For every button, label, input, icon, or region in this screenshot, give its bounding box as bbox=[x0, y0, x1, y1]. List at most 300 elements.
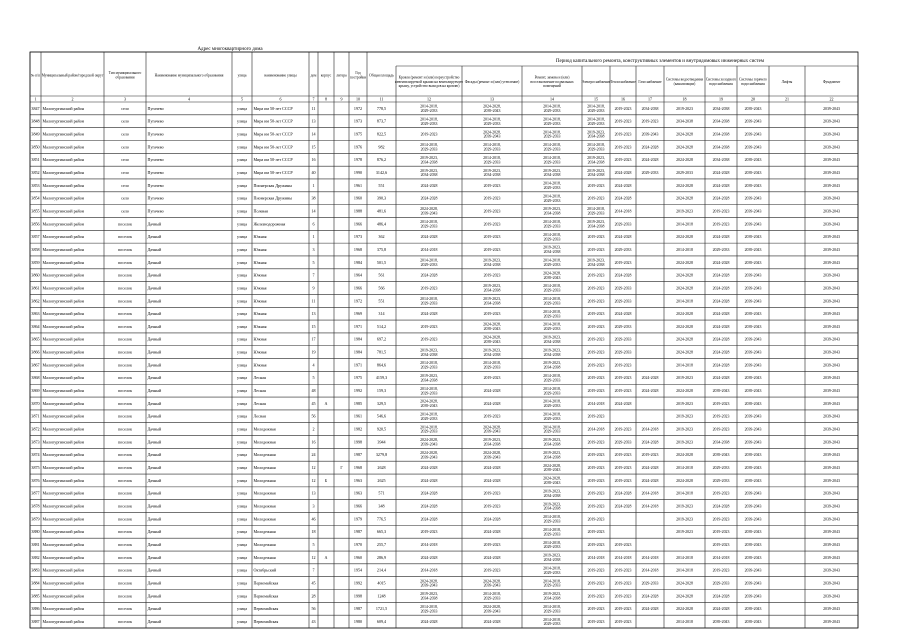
table-cell-line: 2014-2018, bbox=[543, 566, 561, 571]
table-cell: 2014-2018 bbox=[676, 222, 693, 227]
table-cell: 2019-2023 bbox=[587, 478, 605, 483]
table-cell: 2039-2043 bbox=[744, 517, 762, 522]
table-cell: 3878 bbox=[31, 503, 40, 509]
table-cell-line: 2014-2018, bbox=[543, 374, 561, 379]
table-cell-line: 2029-2033 bbox=[543, 622, 561, 627]
table-cell-line: 2014-2018, bbox=[420, 117, 438, 122]
table-cell: 40 bbox=[311, 169, 316, 175]
table-cell: 3884 bbox=[31, 580, 40, 586]
table-cell bbox=[543, 259, 561, 267]
table-cell: 2039-2043 bbox=[744, 453, 762, 458]
table-cell bbox=[543, 489, 561, 497]
table-cell: улица bbox=[236, 182, 248, 188]
table-cell: Дачный bbox=[147, 259, 162, 265]
table-cell-line: 2029-2033 bbox=[420, 416, 438, 421]
table-cell bbox=[543, 207, 561, 215]
table-cell: 2024-2028 bbox=[712, 376, 730, 381]
table-cell bbox=[483, 605, 501, 613]
table-cell: 2024-2028 bbox=[483, 466, 501, 471]
table-cell-line: 2014-2018, bbox=[420, 412, 438, 417]
table-cell: 3873 bbox=[31, 439, 40, 445]
table-cell: 2039-2043 bbox=[823, 530, 840, 535]
table-cell: 2019-2023 bbox=[483, 504, 501, 509]
table-cell-line: 2034-2038 bbox=[543, 442, 561, 447]
table-cell: улица bbox=[236, 503, 248, 509]
table-cell: 2019-2023 bbox=[587, 183, 605, 188]
table-cell bbox=[543, 220, 561, 228]
table-cell: 2039-2043 bbox=[823, 491, 840, 496]
table-cell: 2019-2023 bbox=[587, 286, 605, 291]
table-cell: 2024-2028 bbox=[676, 260, 693, 265]
table-cell-line: 2024-2028, bbox=[543, 476, 561, 481]
table-cell-line: 2014-2018, bbox=[420, 361, 438, 366]
table-cell: 3871 bbox=[31, 413, 40, 419]
table-cell: 2024-2028 bbox=[676, 453, 693, 458]
column-number: 4 bbox=[188, 96, 190, 102]
table-cell: Молодежная bbox=[253, 542, 276, 548]
table-cell: 286,9 bbox=[376, 554, 387, 560]
table-cell: 2039-2043 bbox=[823, 427, 840, 432]
table-cell: улица bbox=[236, 246, 248, 252]
table-cell: 2029-2033 bbox=[614, 440, 632, 445]
column-number: 22 bbox=[829, 96, 834, 102]
table-cell: 2039-2043 bbox=[823, 376, 840, 381]
table-cell: 2039-2043 bbox=[744, 170, 762, 175]
table-cell: улица bbox=[236, 375, 248, 381]
table-cell-line: 2024-2028, bbox=[420, 207, 438, 212]
table-cell: 2024-2028 bbox=[420, 196, 438, 201]
table-cell: 2019-2023 bbox=[712, 568, 730, 573]
table-cell-line: 2014-2018, bbox=[543, 297, 561, 302]
table-cell-line: 2034-2038 bbox=[483, 173, 501, 178]
table-cell: 1954 bbox=[353, 567, 363, 573]
table-cell: 2024-2028 bbox=[420, 312, 438, 317]
table-cell bbox=[483, 592, 501, 600]
table-cell: Малопургинский район bbox=[42, 221, 84, 227]
table-cell: 2024-2028 bbox=[420, 619, 438, 624]
table-cell-line: 2034-2038 bbox=[483, 301, 501, 306]
table-cell: 2039-2043 bbox=[744, 145, 762, 150]
table-cell: Лесная bbox=[253, 400, 266, 406]
table-cell bbox=[543, 336, 561, 344]
table-cell: 2039-2043 bbox=[823, 260, 840, 265]
table-cell bbox=[483, 169, 501, 177]
table-cell bbox=[420, 605, 438, 613]
table-cell: 2039-2043 bbox=[744, 401, 762, 406]
table-cell: 2019-2023 bbox=[587, 414, 605, 419]
table-cell: 3885 bbox=[31, 593, 40, 599]
table-cell: 2019-2023 bbox=[483, 209, 501, 214]
table-cell: 2024-2028 bbox=[483, 555, 501, 560]
table-cell: 1984 bbox=[353, 259, 363, 265]
table-cell: 2014-2018 bbox=[420, 543, 438, 548]
table-cell: 3852 bbox=[31, 169, 40, 175]
table-cell: 3869 bbox=[31, 388, 40, 394]
table-cell: 1961 bbox=[353, 413, 363, 419]
table-cell: 546,6 bbox=[376, 413, 387, 419]
table-cell: поселок bbox=[117, 221, 133, 227]
table-cell-line: 2014-2018, bbox=[543, 604, 561, 609]
table-cell: 2034-2038 bbox=[712, 440, 730, 445]
table-cell: Пугачево bbox=[147, 131, 164, 137]
table-cell: 3877 bbox=[31, 490, 40, 496]
table-cell-line: 2029-2033 bbox=[420, 147, 438, 152]
table-cell: 2039-2043 bbox=[823, 504, 840, 509]
table-cell: 2024-2028 bbox=[483, 478, 501, 483]
table-cell: Малопургинский район bbox=[42, 362, 84, 368]
table-cell bbox=[587, 207, 605, 215]
table-cell: поселок bbox=[117, 413, 133, 419]
table-cell: 2039-2043 bbox=[744, 440, 762, 445]
table-cell: 1963 bbox=[353, 477, 363, 483]
table-cell-line: 2019-2023, bbox=[587, 155, 605, 160]
table-cell-line: 2029-2033 bbox=[543, 583, 561, 588]
table-cell-line: 2019-2023, bbox=[483, 284, 501, 289]
table-cell: 3875 bbox=[31, 465, 40, 471]
table-cell: 2024-2028 bbox=[420, 555, 438, 560]
table-cell: 1973 bbox=[353, 118, 363, 124]
table-cell-line: 2019-2023, bbox=[587, 258, 605, 263]
table-cell: улица bbox=[236, 542, 248, 548]
table-cell-line: 2039-2043 bbox=[483, 339, 501, 344]
table-cell: 2024-2028 bbox=[712, 299, 730, 304]
table-cell-line: 2014-2018, bbox=[420, 297, 438, 302]
table-cell-line: 2014-2018, bbox=[543, 220, 561, 225]
table-cell: Южная bbox=[253, 246, 267, 252]
table-cell: 2039-2043 bbox=[744, 247, 762, 252]
column-header-line: (канализации) bbox=[673, 81, 696, 86]
table-cell: 56 bbox=[311, 413, 316, 419]
table-cell-line: 2014-2018, bbox=[543, 194, 561, 199]
table-cell: 2019-2023 bbox=[712, 414, 730, 419]
column-header-line: дом bbox=[310, 73, 317, 78]
column-header bbox=[610, 80, 636, 84]
table-cell bbox=[543, 194, 561, 202]
table-cell bbox=[543, 413, 561, 421]
table-cell-line: 2029-2033 bbox=[483, 160, 501, 165]
table-cell bbox=[543, 105, 561, 113]
table-cell-line: 2014-2018, bbox=[483, 143, 501, 148]
table-cell: Малопургинский район bbox=[42, 311, 84, 317]
table-cell-line: 2019-2023, bbox=[420, 374, 438, 379]
column-header-line: улица bbox=[237, 73, 247, 78]
table-cell: 2024-2028 bbox=[676, 581, 693, 586]
table-cell: 2039-2043 bbox=[823, 594, 840, 599]
table-cell: 2029-2033 bbox=[641, 581, 659, 586]
table-cell-line: 2029-2033 bbox=[543, 147, 561, 152]
table-cell-line: 2039-2043 bbox=[483, 429, 501, 434]
table-cell: 2024-2028 bbox=[676, 235, 693, 240]
table-cell: 2019-2023 bbox=[676, 209, 693, 214]
table-cell-line: 2029-2033 bbox=[420, 365, 438, 370]
table-cell: улица bbox=[236, 567, 248, 573]
table-cell: 2014-2018 bbox=[587, 555, 605, 560]
table-cell: 46 bbox=[311, 516, 316, 522]
table-cell bbox=[420, 117, 438, 125]
table-cell: 2039-2043 bbox=[823, 132, 840, 137]
table-cell-line: 2014-2018, bbox=[587, 117, 605, 122]
table-cell-line: 2029-2033 bbox=[543, 198, 561, 203]
table-cell: 2029-2033 bbox=[614, 247, 632, 252]
table-cell: 2024-2028 bbox=[676, 337, 693, 342]
column-header-line: Год bbox=[355, 71, 361, 76]
table-cell-line: 2034-2038 bbox=[543, 506, 561, 511]
table-cell: 14 bbox=[311, 208, 316, 214]
table-cell-line: 2034-2038 bbox=[587, 160, 605, 165]
table-cell: 12 bbox=[311, 477, 316, 483]
table-cell-line: 2029-2033 bbox=[483, 121, 501, 126]
table-cell-line: 2014-2018, bbox=[543, 258, 561, 263]
table-cell-line: 2014-2018, bbox=[420, 220, 438, 225]
table-cell: село bbox=[121, 208, 129, 214]
table-cell: поселок bbox=[117, 375, 133, 381]
table-cell: 11 bbox=[311, 105, 316, 111]
table-cell: 2014-2018 bbox=[614, 209, 632, 214]
table-cell bbox=[483, 105, 501, 113]
table-cell: 2019-2023 bbox=[712, 222, 730, 227]
table-cell-line: 2034-2038 bbox=[543, 455, 561, 460]
table-cell: Малопургинский район bbox=[42, 503, 84, 509]
table-cell: Молодежная bbox=[253, 529, 276, 535]
table-cell-line: 2014-2018, bbox=[483, 592, 501, 597]
table-cell: Малопургинский район bbox=[42, 157, 84, 163]
table-cell: 4 bbox=[312, 362, 315, 368]
table-cell: Малопургинский район bbox=[42, 567, 84, 573]
table-cell: Южная bbox=[253, 311, 267, 317]
table-cell: 2024-2028 bbox=[712, 504, 730, 509]
table-cell bbox=[543, 117, 561, 125]
table-cell bbox=[543, 425, 561, 433]
table-cell: Молодежная bbox=[253, 554, 276, 560]
table-cell bbox=[587, 259, 605, 267]
table-cell: 2024-2028 bbox=[420, 504, 438, 509]
table-cell: 2039-2043 bbox=[823, 145, 840, 150]
table-cell-line: 2014-2018, bbox=[543, 309, 561, 314]
table-cell: 1982 bbox=[353, 426, 363, 432]
table-cell: 2029-2033 bbox=[712, 247, 730, 252]
table-cell-line: 2039-2043 bbox=[483, 609, 501, 614]
table-cell: 2039-2043 bbox=[823, 324, 840, 329]
table-cell bbox=[420, 169, 438, 177]
table-cell: 2024-2028 bbox=[641, 145, 659, 150]
table-cell-line: 2029-2033 bbox=[543, 545, 561, 550]
table-cell: Малопургинский район bbox=[42, 542, 84, 548]
table-cell: 15 bbox=[311, 144, 316, 150]
table-cell-line: 2039-2043 bbox=[543, 481, 561, 486]
table-cell: 2039-2043 bbox=[823, 222, 840, 227]
table-cell: Лесная bbox=[253, 375, 266, 381]
table-cell: Молодежная bbox=[253, 452, 276, 458]
table-cell-line: 2029-2033 bbox=[587, 109, 605, 114]
table-cell-line: 2039-2043 bbox=[483, 583, 501, 588]
table-cell: 1987 bbox=[353, 606, 363, 612]
column-number: 2 bbox=[71, 96, 74, 102]
table-cell: 3866 bbox=[31, 349, 40, 355]
column-number: 12 bbox=[427, 96, 431, 102]
table-cell: Малопургинский район bbox=[42, 388, 84, 394]
table-cell: 3 bbox=[312, 246, 315, 252]
table-cell: 2019-2023 bbox=[483, 196, 501, 201]
table-cell bbox=[483, 130, 501, 138]
table-cell: 2039-2043 bbox=[823, 119, 840, 124]
table-cell: 481,6 bbox=[376, 208, 387, 214]
table-cell bbox=[543, 451, 561, 459]
table-cell: 314 bbox=[378, 311, 385, 317]
table-cell-line: 2019-2023, bbox=[587, 130, 605, 135]
table-cell bbox=[543, 438, 561, 446]
table-cell: 2019-2023 bbox=[614, 453, 632, 458]
table-cell: 2024-2028 bbox=[712, 312, 730, 317]
table-cell: 2019-2023 bbox=[676, 504, 693, 509]
table-cell: 2039-2043 bbox=[744, 363, 762, 368]
table-cell: 3856 bbox=[31, 221, 40, 227]
table-cell: село bbox=[121, 157, 129, 163]
table-cell-line: 2039-2043 bbox=[483, 134, 501, 139]
table-cell: 329,5 bbox=[376, 400, 387, 406]
table-cell: 2019-2023 bbox=[587, 504, 605, 509]
table-cell: 14 bbox=[311, 131, 316, 137]
table-cell-line: 2019-2023, bbox=[420, 168, 438, 173]
table-cell: 2029-2033 bbox=[614, 286, 632, 291]
table-cell: 1971 bbox=[353, 362, 363, 368]
table-cell: Южная bbox=[253, 259, 267, 265]
table-cell bbox=[543, 297, 561, 305]
table-cell: улица bbox=[236, 208, 248, 214]
table-cell-line: 2014-2018, bbox=[420, 425, 438, 430]
table-cell: 2039-2043 bbox=[744, 478, 762, 483]
table-cell: 2019-2023 bbox=[614, 132, 632, 137]
table-cell-line: 2019-2023, bbox=[543, 502, 561, 507]
table-cell: 2039-2043 bbox=[823, 555, 840, 560]
table-cell: Б bbox=[324, 477, 328, 483]
table-cell: 3882 bbox=[31, 554, 40, 560]
table-cell: 24 bbox=[311, 452, 316, 458]
table-cell: 7 bbox=[312, 567, 315, 573]
table-cell-line: 2014-2018, bbox=[543, 527, 561, 532]
table-cell: 3850 bbox=[31, 144, 40, 150]
table-cell: 3847 bbox=[31, 105, 40, 111]
table-cell: 3867 bbox=[31, 362, 40, 368]
table-cell: 1969 bbox=[353, 311, 363, 317]
table-cell: 2019-2023 bbox=[712, 401, 730, 406]
table-cell: 2014-2018 bbox=[676, 619, 693, 624]
column-header bbox=[465, 80, 520, 84]
table-cell: 2024-2028 bbox=[420, 235, 438, 240]
table-cell: 2019-2023 bbox=[420, 530, 438, 535]
table-cell: Г bbox=[340, 465, 343, 471]
table-cell: 1988 bbox=[353, 208, 363, 214]
table-cell bbox=[543, 541, 561, 549]
table-cell: 2039-2043 bbox=[823, 401, 840, 406]
table-cell bbox=[543, 477, 561, 485]
table-cell: 2039-2043 bbox=[823, 478, 840, 483]
table-cell: 778,5 bbox=[376, 105, 387, 111]
column-number: 3 bbox=[124, 96, 126, 102]
table-cell: 2039-2043 bbox=[744, 209, 762, 214]
table-cell: 3859 bbox=[31, 259, 40, 265]
table-cell: 3874 bbox=[31, 452, 40, 458]
table-cell: 1961 bbox=[353, 182, 363, 188]
column-number: 9 bbox=[340, 96, 343, 102]
column-header bbox=[336, 73, 347, 77]
table-cell: 2014-2018 bbox=[676, 363, 693, 368]
table-cell: 2039-2043 bbox=[744, 299, 762, 304]
table-cell: улица bbox=[236, 234, 248, 240]
table-cell: 873,7 bbox=[376, 118, 387, 124]
table-cell-line: 2014-2018, bbox=[543, 399, 561, 404]
table-cell: улица bbox=[236, 298, 248, 304]
table-cell-line: 2029-2033 bbox=[543, 134, 561, 139]
table-cell: 3876 bbox=[31, 477, 40, 483]
table-cell-line: 2014-2018, bbox=[587, 207, 605, 212]
table-cell: Полевая bbox=[253, 208, 268, 214]
table-cell: улица bbox=[236, 465, 248, 471]
table-cell: 1978 bbox=[353, 157, 363, 163]
table-cell: 375,8 bbox=[376, 246, 387, 252]
table-cell: Октябрьский bbox=[253, 567, 277, 573]
table-cell: 2019-2023 bbox=[587, 517, 605, 522]
table-cell bbox=[420, 413, 438, 421]
column-header-line: помещений bbox=[543, 83, 561, 88]
column-header-line: Системы холодного bbox=[705, 77, 737, 82]
table-cell: 3854 bbox=[31, 195, 40, 201]
table-cell: 2039-2043 bbox=[823, 466, 840, 471]
table-cell-line: 2014-2018, bbox=[587, 143, 605, 148]
table-cell: 2039-2043 bbox=[823, 286, 840, 291]
table-cell: 2019-2023 bbox=[420, 132, 438, 137]
table-cell-line: 2029-2033 bbox=[587, 147, 605, 152]
table-cell-line: 2019-2023, bbox=[543, 489, 561, 494]
table-cell: 2039-2043 bbox=[712, 619, 730, 624]
table-cell: поселок bbox=[117, 516, 133, 522]
table-cell-line: 2024-2028, bbox=[543, 463, 561, 468]
table-cell: 3883 bbox=[31, 567, 40, 573]
table-cell: улица bbox=[236, 400, 248, 406]
table-cell: Дачный bbox=[147, 542, 162, 548]
table-cell: Дачный bbox=[147, 298, 162, 304]
table-cell bbox=[587, 169, 605, 177]
table-cell: Южная bbox=[253, 234, 267, 240]
table-cell: Дачный bbox=[147, 311, 162, 317]
table-cell: 43 bbox=[311, 618, 316, 624]
table-cell-line: 2014-2018, bbox=[543, 579, 561, 584]
table-cell: поселок bbox=[117, 362, 133, 368]
table-cell-line: 2014-2018, bbox=[483, 117, 501, 122]
table-cell: поселок bbox=[117, 542, 133, 548]
table-cell: 2628 bbox=[377, 465, 386, 471]
table-cell: поселок bbox=[117, 388, 133, 394]
table-cell: 1966 bbox=[353, 285, 363, 291]
table-cell: Мира им 50-лет СССР bbox=[253, 169, 293, 175]
table-cell-line: 2019-2023, bbox=[543, 207, 561, 212]
table-cell: 3865 bbox=[31, 336, 40, 342]
column-header-line: Фасады (ремонт и (или) утепление) bbox=[464, 79, 520, 84]
table-cell: 2029-2033 bbox=[614, 299, 632, 304]
table-cell-line: 2024-2028, bbox=[420, 399, 438, 404]
table-cell: поселок bbox=[117, 311, 133, 317]
table-cell bbox=[483, 259, 501, 267]
table-cell: Пугачево bbox=[147, 105, 164, 111]
column-header bbox=[706, 78, 736, 86]
table-cell: 920,5 bbox=[376, 426, 387, 432]
table-cell: 2039-2043 bbox=[823, 389, 840, 394]
table-cell: 1998 bbox=[353, 593, 363, 599]
table-cell: 1968 bbox=[353, 246, 363, 252]
table-cell: 2039-2043 bbox=[712, 389, 730, 394]
table-cell bbox=[420, 374, 438, 382]
table-cell: Пугачево bbox=[147, 118, 164, 124]
table-cell: поселок bbox=[117, 593, 133, 599]
